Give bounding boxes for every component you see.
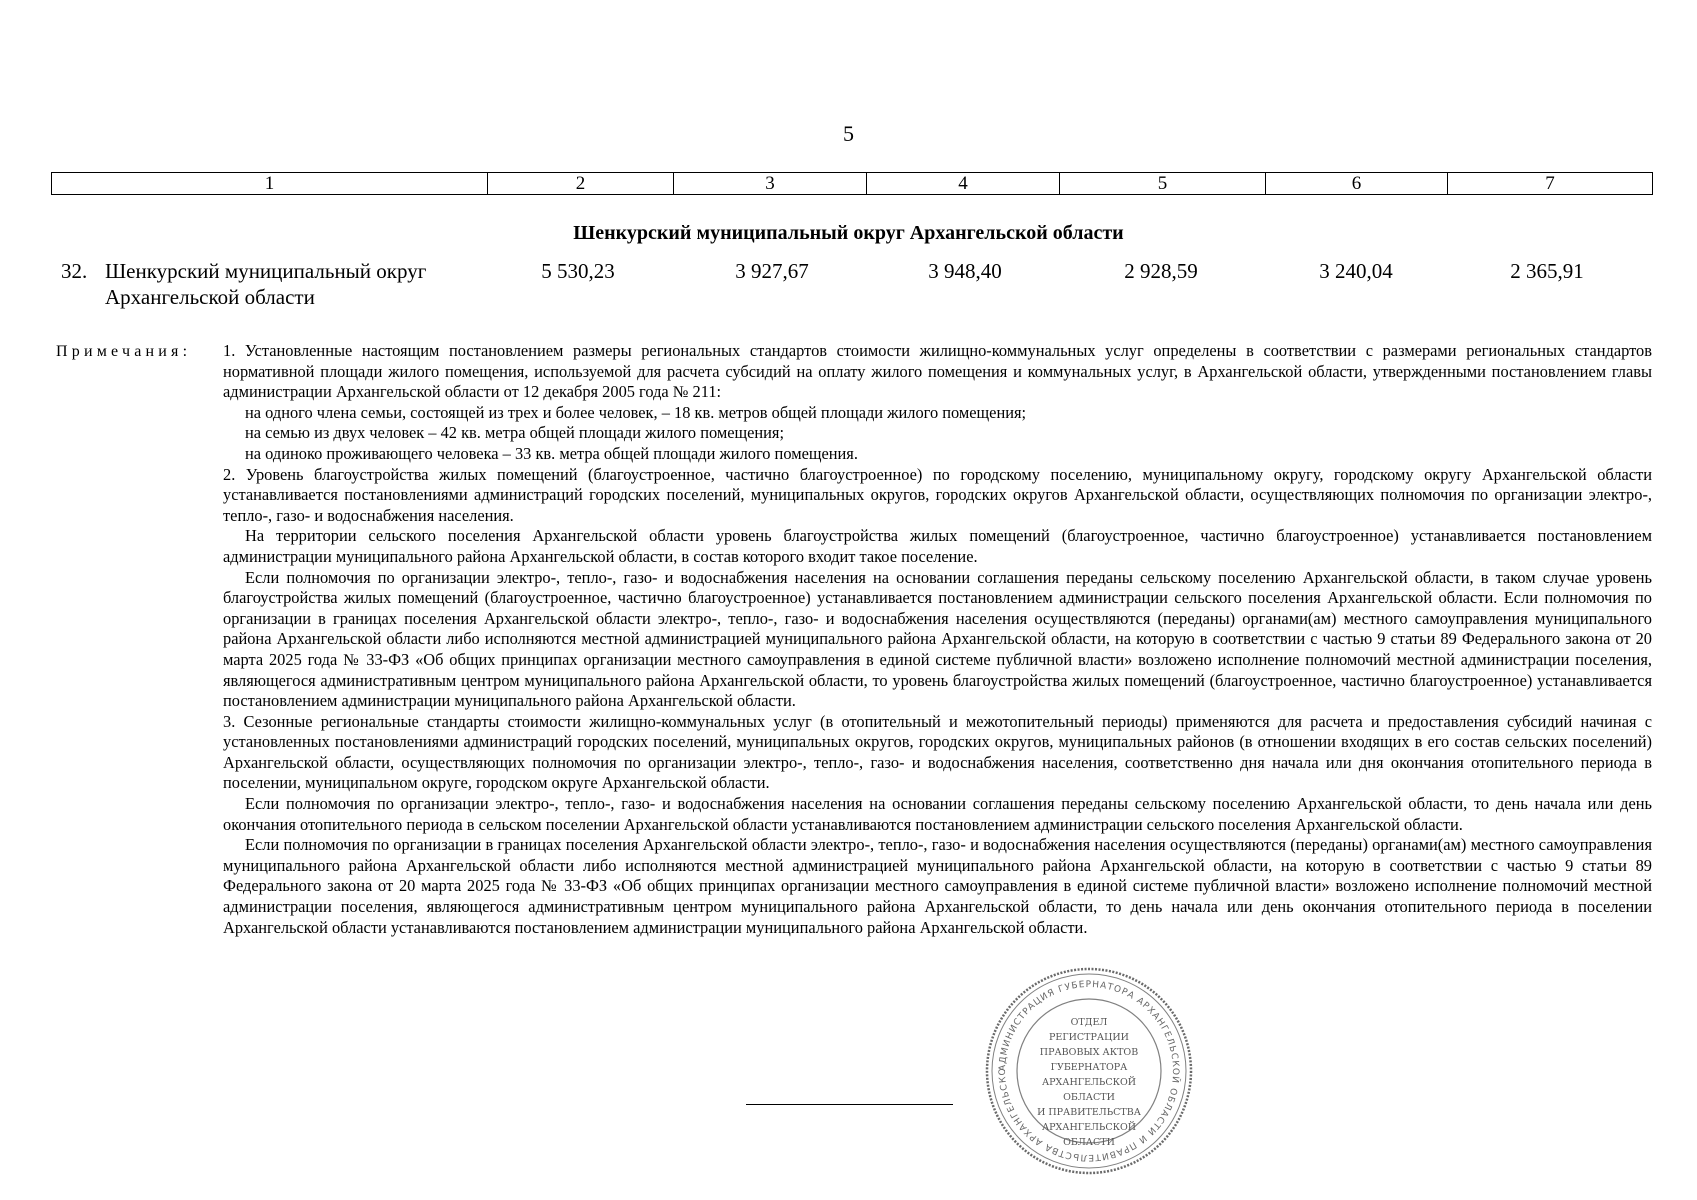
column-number-5: 5	[1060, 173, 1266, 195]
note-paragraph: на семью из двух человек – 42 кв. метра общей площади жилого помещения;	[245, 423, 785, 443]
svg-text:РЕГИСТРАЦИИ: РЕГИСТРАЦИИ	[1049, 1032, 1129, 1043]
svg-text:АРХАНГЕЛЬСКОЙ: АРХАНГЕЛЬСКОЙ	[1041, 1077, 1137, 1088]
row-name: Шенкурский муниципальный округ Архангельской области	[105, 259, 427, 309]
note-paragraph: На территории сельского поселения Архангельской области уровень благоустройства жилых помещений (благоустроенное, частично благоустроенное) устанавливается постановлением администрации муниципального района Архангельской области, в состав которого входит такое поселение.	[223, 526, 1652, 566]
svg-text:АДМИНИСТРАЦИЯ ГУБЕРНАТОРА АРХА: АДМИНИСТРАЦИЯ ГУБЕРНАТОРА АРХАНГЕЛЬСКОЙ ОБЛАСТИ И ПРАВИТЕЛЬСТВА АРХАНГЕЛЬСКО	[997, 979, 1181, 1163]
signature-line	[746, 1104, 953, 1105]
section-title: Шенкурский муниципальный округ Архангельской области	[573, 222, 1124, 244]
svg-text:И ПРАВИТЕЛЬСТВА: И ПРАВИТЕЛЬСТВА	[1037, 1107, 1141, 1118]
note-paragraph: на одного члена семьи, состоящей из трех и более человек, – 18 кв. метров общей площади жилого помещения;	[245, 402, 1027, 422]
page-number: 5	[843, 121, 854, 146]
svg-text:АРХАНГЕЛЬСКОЙ: АРХАНГЕЛЬСКОЙ	[1041, 1122, 1137, 1133]
note-paragraph: Если полномочия по организации электро-, тепло-, газо- и водоснабжения населения на основании соглашения переданы сельскому поселению Архангельской области, то день начала или день окончания отопительного периода в сельском поселении Архангельской области устанавливаются постановлением администрации сельского поселения Архангельской области.	[223, 794, 1652, 834]
svg-text:ГУБЕРНАТОРА: ГУБЕРНАТОРА	[1050, 1062, 1128, 1073]
row-value-5: 2 928,59	[1124, 259, 1198, 283]
note-paragraph: 1. Установленные настоящим постановлением размеры региональных стандартов стоимости жилищно-коммунальных услуг определены в соответствии с размерами региональных стандартов нормативной площади жилого помещения, используемой для расчета субсидий на оплату жилого помещения и коммунальных услуг, в Архангельской области, утвержденными постановлением главы администрации Архангельской области от 12 декабря 2005 года № 211:	[223, 341, 1652, 402]
svg-text:ОБЛАСТИ: ОБЛАСТИ	[1063, 1137, 1115, 1148]
note-paragraph: 2. Уровень благоустройства жилых помещений (благоустроенное, частично благоустроенное) по городскому поселению, муниципальному округу, городскому округу Архангельской области устанавливается постановлениями администраций городских поселений, муниципальных округов, городских округов Архангельской области, осуществляющих полномочия по организации электро-, тепло-, газо- и водоснабжения населения.	[223, 464, 1652, 525]
notes-label: Примечания:	[56, 343, 192, 360]
row-value-2: 5 530,23	[541, 259, 615, 283]
notes-body	[223, 341, 1652, 938]
svg-text:ПРАВОВЫХ АКТОВ: ПРАВОВЫХ АКТОВ	[1039, 1047, 1139, 1058]
row-number: 32.	[61, 259, 88, 283]
column-number-2: 2	[488, 173, 674, 195]
note-paragraph: Если полномочия по организации в границах поселения Архангельской области электро-, тепло-, газо- и водоснабжения населения осуществляются (переданы) органами(ам) местного самоуправления муниципального района Архангельской области либо исполняются местной администрацией муниципального района Архангельской области, на которую в соответствии с частью 9 статьи 89 Федерального закона от 20 марта 2025 года № 33-ФЗ «Об общих принципах организации местного самоуправления в единой системе публичной власти» возложено исполнение полномочий местной администрации поселения, являющегося административным центром муниципального района Архангельской области, то день начала или день окончания отопительного периода в поселении Архангельской области устанавливаются постановлением администрации муниципального района Архангельской области.	[223, 835, 1652, 937]
note-paragraph: Если полномочия по организации электро-, тепло-, газо- и водоснабжения населения на основании соглашения переданы сельскому поселению Архангельской области, в таком случае уровень благоустройства жилых помещений (благоустроенное, частично благоустроенное) устанавливается постановлением администрации сельского поселения Архангельской области. Если полномочия по организации в границах поселения Архангельской области электро-, тепло-, газо- и водоснабжения населения осуществляются (переданы) органами(ам) местного самоуправления муниципального района Архангельской области либо исполняются местной администрацией муниципального района Архангельской области, на которую в соответствии с частью 9 статьи 89 Федерального закона от 20 марта 2025 года № 33-ФЗ «Об общих принципах организации местного самоуправления в единой системе публичной власти» возложено исполнение полномочий местной администрации поселения, являющегося административным центром муниципального района Архангельской области, то уровень благоустройства жилых помещений (благоустроенное, частично благоустроенное) устанавливается постановлением администрации муниципального района Архангельской области.	[223, 567, 1652, 711]
column-number-1: 1	[52, 173, 488, 195]
column-number-4: 4	[867, 173, 1060, 195]
row-value-4: 3 948,40	[928, 259, 1002, 283]
row-value-6: 3 240,04	[1319, 259, 1393, 283]
column-number-7: 7	[1448, 173, 1653, 195]
svg-text:ОТДЕЛ: ОТДЕЛ	[1070, 1017, 1108, 1028]
svg-text:ОБЛАСТИ: ОБЛАСТИ	[1063, 1092, 1115, 1103]
row-value-7: 2 365,91	[1510, 259, 1584, 283]
official-seal-stamp	[983, 965, 1195, 1177]
column-number-3: 3	[674, 173, 867, 195]
row-value-3: 3 927,67	[735, 259, 809, 283]
note-paragraph: 3. Сезонные региональные стандарты стоимости жилищно-коммунальных услуг (в отопительный и межотопительный периоды) применяются для расчета и предоставления субсидий начиная с установленных постановлениями администраций городских поселений, муниципальных округов, городских округов, муниципальных районов (в отношении входящих в его состав сельских поселений) Архангельской области, осуществляющих полномочия по организации электро-, тепло-, газо- и водоснабжения населения, соответственно дня начала или дня окончания отопительного периода в поселении, муниципальном округе, городском округе Архангельской области.	[223, 711, 1652, 793]
column-number-6: 6	[1266, 173, 1448, 195]
note-paragraph: на одиноко проживающего человека – 33 кв. метра общей площади жилого помещения.	[245, 443, 858, 463]
column-number-header	[51, 172, 1653, 195]
